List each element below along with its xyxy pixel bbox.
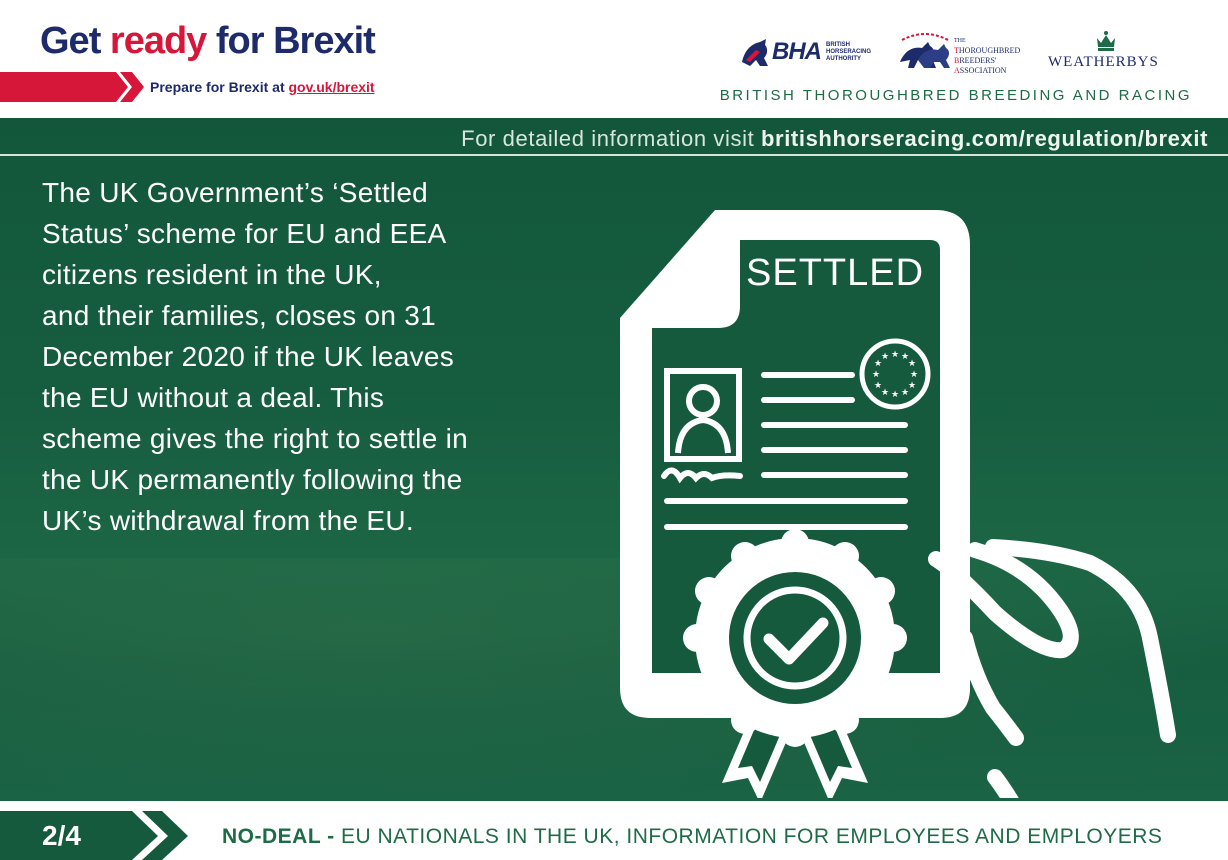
bha-wordmark: BHA	[772, 38, 821, 65]
svg-text:★: ★	[900, 352, 910, 362]
footer-label	[222, 825, 1162, 849]
tba-initial-t: T	[954, 46, 959, 55]
tba-initial-a: A	[954, 66, 960, 75]
tba-logo[interactable]	[896, 30, 1036, 75]
weatherbys-logo[interactable]	[1048, 30, 1168, 72]
body-line: The UK Government’s ‘Settled	[42, 177, 429, 208]
body-text	[42, 172, 572, 541]
bha-horse-icon	[738, 36, 772, 70]
info-prefix: For detailed information visit	[461, 126, 762, 151]
tba-initial-b: B	[954, 56, 960, 65]
body-line: and their families, closes on 31	[42, 300, 437, 331]
body-line: citizens resident in the UK,	[42, 259, 382, 290]
brand-title	[40, 20, 375, 63]
tba-line-breeders	[954, 56, 1020, 66]
green-chevron-arrow-icon	[0, 811, 200, 860]
info-line	[461, 126, 1208, 152]
tba-line-thoroughbred	[954, 46, 1020, 56]
svg-text:★: ★	[907, 381, 917, 391]
title-part-for-brexit: for Brexit	[206, 20, 375, 62]
bha-logo[interactable]	[738, 36, 873, 70]
footer-label-bold: NO-DEAL -	[222, 825, 341, 848]
title-part-ready: ready	[109, 20, 207, 62]
body-line: scheme gives the right to settle in	[42, 423, 469, 454]
tba-wordmark	[954, 36, 1020, 76]
tba-word-association: SSOCIATION	[959, 66, 1007, 75]
body-line: December 2020 if the UK leaves	[42, 341, 455, 372]
weatherbys-wordmark: WEATHERBYS	[1048, 54, 1159, 70]
svg-text:★: ★	[909, 370, 919, 380]
tagline: BRITISH THOROUGHBRED BREEDING AND RACING	[719, 87, 1192, 104]
title-part-get: Get	[40, 20, 110, 62]
tba-line-association	[954, 66, 1020, 76]
svg-text:★: ★	[880, 388, 890, 398]
regulation-brexit-link[interactable]: britishhorseracing.com/regulation/brexit	[761, 126, 1208, 151]
brand-subtitle	[150, 79, 375, 95]
svg-text:★: ★	[873, 381, 883, 391]
gov-uk-brexit-link[interactable]: gov.uk/brexit	[288, 79, 375, 95]
svg-text:★: ★	[900, 388, 910, 398]
partner-logos	[728, 28, 1188, 74]
footer-label-rest: EU NATIONALS IN THE UK, INFORMATION FOR EMPLOYEES AND EMPLOYERS	[340, 825, 1163, 848]
weatherbys-crown-icon	[1094, 30, 1118, 52]
tba-horses-icon	[896, 30, 954, 72]
divider	[0, 154, 1228, 156]
svg-text:★: ★	[907, 359, 917, 369]
red-chevron-arrow-icon	[0, 70, 150, 104]
page-number: 2/4	[42, 820, 81, 851]
main-panel	[0, 118, 1228, 801]
body-line: Status’ scheme for EU and EEA	[42, 218, 447, 249]
bha-fullname: BRITISH HORSERACING AUTHORITY	[826, 42, 872, 62]
svg-text:★: ★	[880, 352, 890, 362]
body-line: the EU without a deal. This	[42, 382, 385, 413]
svg-text:★: ★	[890, 350, 900, 360]
svg-text:★: ★	[873, 359, 883, 369]
tba-line-the: THE	[954, 38, 966, 44]
body-line: the UK permanently following the	[42, 464, 463, 495]
header	[0, 0, 1228, 118]
svg-text:★: ★	[890, 390, 900, 400]
settled-label: SETTLED	[746, 252, 925, 294]
footer	[0, 801, 1228, 860]
body-line: UK’s withdrawal from the EU.	[42, 505, 415, 536]
subtitle-prefix: Prepare for Brexit at	[150, 79, 289, 95]
tba-word-thoroughbred: HOROUGHBRED	[958, 46, 1021, 55]
hand-icon	[936, 547, 1168, 798]
tba-word-breeders: REEDERS'	[959, 56, 997, 65]
svg-text:★: ★	[871, 370, 881, 380]
